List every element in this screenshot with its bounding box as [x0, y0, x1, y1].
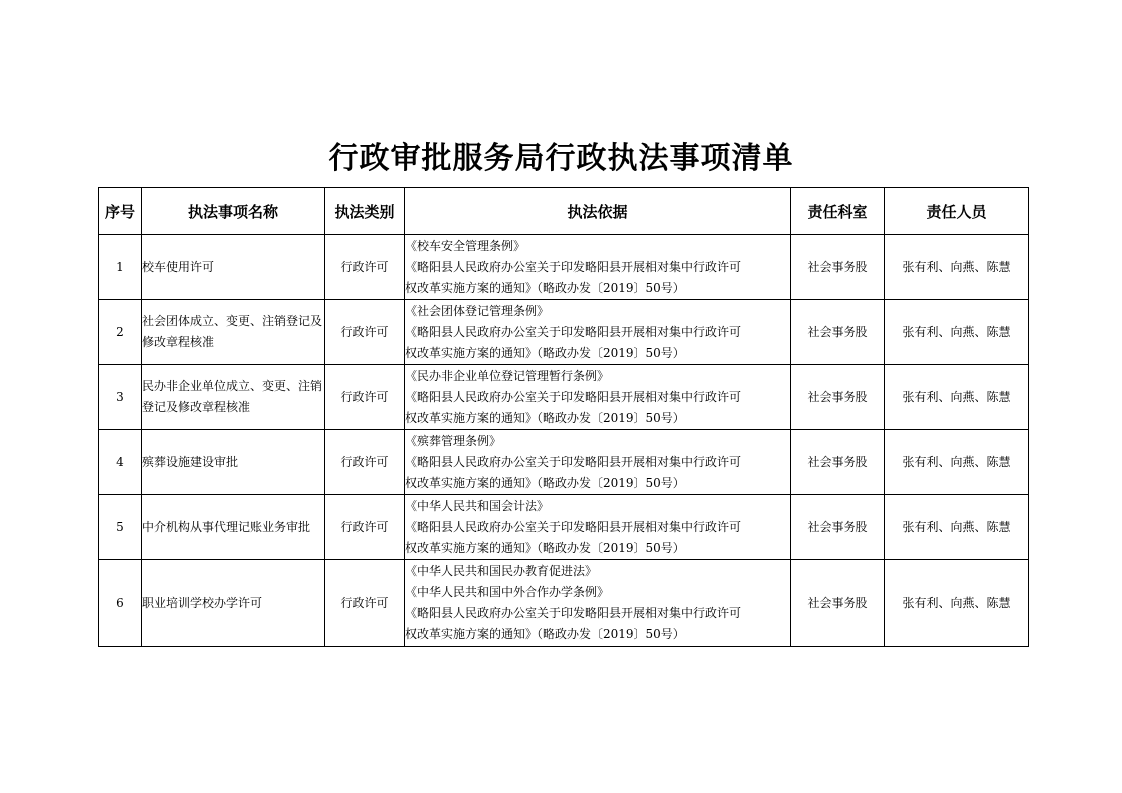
- basis-line: 权改革实施方案的通知》（略政办发〔2019〕50号）: [405, 280, 685, 295]
- row-people: 张有利、向燕、陈慧: [885, 365, 1029, 430]
- row-people: 张有利、向燕、陈慧: [885, 430, 1029, 495]
- basis-line: 《略阳县人民政府办公室关于印发略阳县开展相对集中行政许可: [405, 389, 742, 404]
- row-people: 张有利、向燕、陈慧: [885, 235, 1029, 300]
- row-people: 张有利、向燕、陈慧: [885, 560, 1029, 647]
- basis-line: 《殡葬管理条例》: [405, 433, 502, 448]
- row-item-name: 职业培训学校办学许可: [142, 560, 325, 647]
- basis-line: 《中华人民共和国中外合作办学条例》: [405, 585, 610, 599]
- basis-line: 《民办非企业单位登记管理暂行条例》: [405, 368, 610, 383]
- row-index: 5: [99, 495, 142, 560]
- header-people: 责任人员: [885, 188, 1029, 235]
- basis-line: 权改革实施方案的通知》（略政办发〔2019〕50号）: [405, 475, 685, 490]
- basis-line: 《略阳县人民政府办公室关于印发略阳县开展相对集中行政许可: [405, 519, 742, 534]
- row-dept: 社会事务股: [791, 430, 885, 495]
- row-dept: 社会事务股: [791, 560, 885, 647]
- row-item-name: 殡葬设施建设审批: [142, 430, 325, 495]
- table-row: [99, 235, 1029, 300]
- row-type: 行政许可: [325, 235, 405, 300]
- basis-line: 《中华人民共和国会计法》: [405, 498, 550, 513]
- table-row: [99, 365, 1029, 430]
- row-dept: 社会事务股: [791, 495, 885, 560]
- row-basis: [405, 300, 791, 365]
- header-type: 执法类别: [325, 188, 405, 235]
- row-type: 行政许可: [325, 495, 405, 560]
- row-item-name: 中介机构从事代理记账业务审批: [142, 495, 325, 560]
- row-basis: [405, 560, 791, 647]
- table-row: [99, 495, 1029, 560]
- row-index: 1: [99, 235, 142, 300]
- header-dept: 责任科室: [791, 188, 885, 235]
- basis-line: 《中华人民共和国民办教育促进法》: [405, 564, 598, 578]
- row-type: 行政许可: [325, 430, 405, 495]
- row-index: 2: [99, 300, 142, 365]
- table-row: [99, 300, 1029, 365]
- basis-line: 权改革实施方案的通知》（略政办发〔2019〕50号）: [405, 345, 685, 360]
- row-type: 行政许可: [325, 365, 405, 430]
- row-basis: [405, 365, 791, 430]
- row-index: 3: [99, 365, 142, 430]
- row-item-name: 社会团体成立、变更、注销登记及修改章程核准: [142, 300, 325, 365]
- row-dept: 社会事务股: [791, 300, 885, 365]
- basis-line: 《略阳县人民政府办公室关于印发略阳县开展相对集中行政许可: [405, 606, 742, 620]
- table-row: [99, 430, 1029, 495]
- row-type: 行政许可: [325, 560, 405, 647]
- basis-line: 权改革实施方案的通知》（略政办发〔2019〕50号）: [405, 410, 685, 425]
- page-title: 行政审批服务局行政执法事项清单: [328, 141, 794, 176]
- table-header-row: [99, 188, 1029, 235]
- header-index: 序号: [99, 188, 142, 235]
- basis-line: 《略阳县人民政府办公室关于印发略阳县开展相对集中行政许可: [405, 454, 742, 469]
- basis-line: 权改革实施方案的通知》（略政办发〔2019〕50号）: [405, 627, 685, 641]
- row-basis: [405, 235, 791, 300]
- row-basis: [405, 495, 791, 560]
- enforcement-items-table: [98, 187, 1029, 647]
- header-item-name: 执法事项名称: [142, 188, 325, 235]
- basis-line: 《略阳县人民政府办公室关于印发略阳县开展相对集中行政许可: [405, 259, 742, 274]
- basis-line: 权改革实施方案的通知》（略政办发〔2019〕50号）: [405, 540, 685, 555]
- row-index: 6: [99, 560, 142, 647]
- row-item-name: 校车使用许可: [142, 235, 325, 300]
- row-basis: [405, 430, 791, 495]
- row-people: 张有利、向燕、陈慧: [885, 300, 1029, 365]
- row-index: 4: [99, 430, 142, 495]
- row-dept: 社会事务股: [791, 365, 885, 430]
- row-people: 张有利、向燕、陈慧: [885, 495, 1029, 560]
- row-item-name: 民办非企业单位成立、变更、注销登记及修改章程核准: [142, 365, 325, 430]
- row-type: 行政许可: [325, 300, 405, 365]
- row-dept: 社会事务股: [791, 235, 885, 300]
- basis-line: 《社会团体登记管理条例》: [405, 303, 550, 318]
- basis-line: 《略阳县人民政府办公室关于印发略阳县开展相对集中行政许可: [405, 324, 742, 339]
- table-row: [99, 560, 1029, 647]
- header-basis: 执法依据: [405, 188, 791, 235]
- basis-line: 《校车安全管理条例》: [405, 238, 526, 253]
